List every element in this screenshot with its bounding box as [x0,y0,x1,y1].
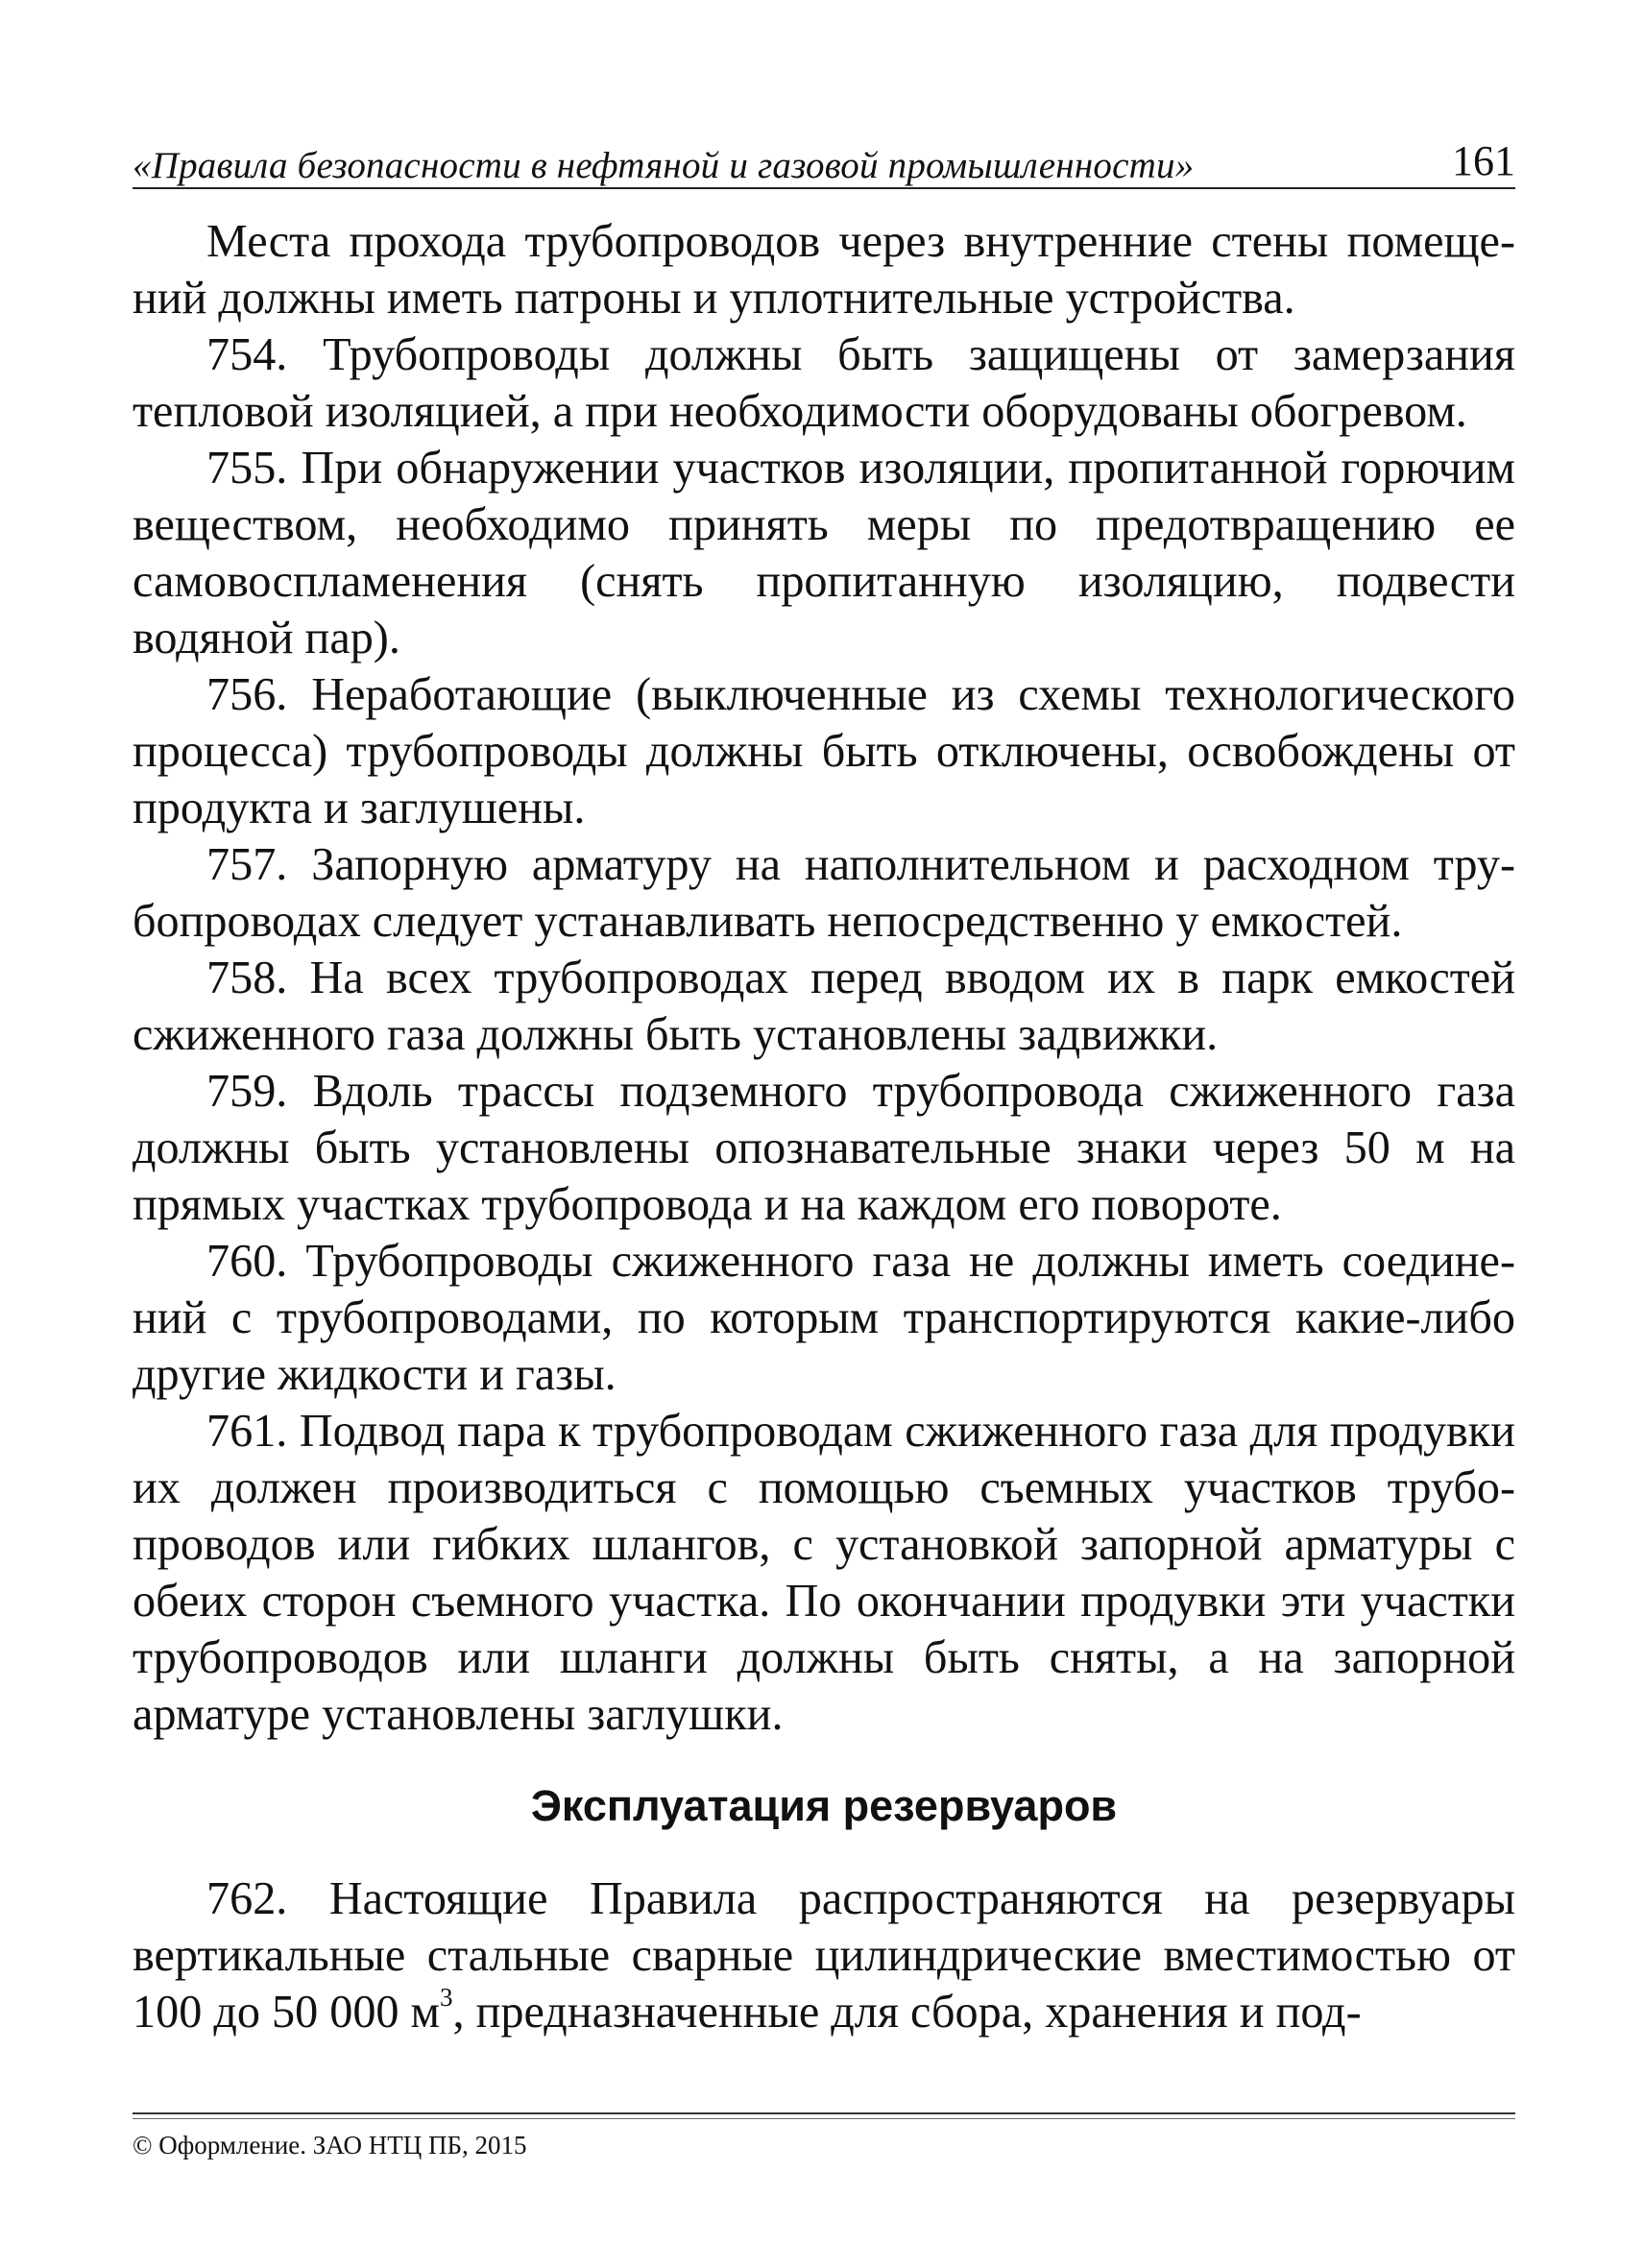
header-title: «Правила безопасности в нефтяной и газовой промышленности» [133,145,1195,186]
main-text [133,213,1515,2040]
header-rule [133,187,1515,189]
paragraph-pipes-through-walls: Места прохода трубопроводов через внутренние стены помещений должны иметь патроны и уплотнительные устройства. [133,216,1515,324]
section-title: Эксплуатация резервуаров [530,1781,1118,1830]
footer-rule [133,2112,1515,2114]
paragraph-758: 758. На всех трубопроводах перед вводом их в парк емкостей сжиженного газа должны быть установлены задвижки. [133,953,1515,1060]
cubic-superscript: 3 [440,1982,453,2012]
paragraph-761: 761. Подвод пара к трубопроводам сжиженного газа для продувки их должен производиться с помощью съемных участков трубопроводов или гибких шлангов, с установкой запорной арматуры с обеих сторон съемного участка. По окончании продувки эти участки трубопроводов или шланги должны быть сняты, а на запорной арматуре установлены заглушки. [133,1406,1515,1740]
page-number: 161 [1452,137,1515,184]
paragraph-754: 754. Трубопроводы должны быть защищены от замерзания тепловой изоляцией, а при необходимости оборудованы обогревом. [133,329,1515,437]
copyright-footer: © Оформление. ЗАО НТЦ ПБ, 2015 [133,2131,527,2159]
paragraph-762 [133,1870,1515,2040]
paragraph-755: 755. При обнаружении участков изоляции, пропитанной горючим веществом, необходимо принять меры по предотвращению ее самовоспламенения (снять пропитанную изоляцию, подвести водяной пар). [133,443,1515,664]
paragraph-762-text-start: 762. Настоящие Правила распространяются на резервуары вертикальные стальные сварные цилиндрические вместимостью от 100 до 50 000 м [133,1873,1515,2038]
document-page [133,0,1515,2268]
paragraph-759: 759. Вдоль трассы подземного трубопровода сжиженного газа должны быть установлены опознавательные знаки через 50 м на прямых участках трубопровода и на каждом его повороте. [133,1066,1515,1230]
footer-rule-secondary [133,2118,1515,2119]
running-header [133,134,1515,192]
paragraph-762-text-end: , предназначенные для сбора, хранения и под- [452,1987,1362,2038]
paragraph-757: 757. Запорную арматуру на наполнительном и расходном трубопроводах следует устанавливать непосредственно у емкостей. [133,839,1515,947]
paragraph-760: 760. Трубопроводы сжиженного газа не должны иметь соединений с трубопроводами, по которым транспортируются какие-либо другие жидкости и газы. [133,1236,1515,1400]
paragraph-756: 756. Неработающие (выключенные из схемы технологического процесса) трубопроводы должны быть отключены, освобождены от продукта и заглушены. [133,669,1515,833]
